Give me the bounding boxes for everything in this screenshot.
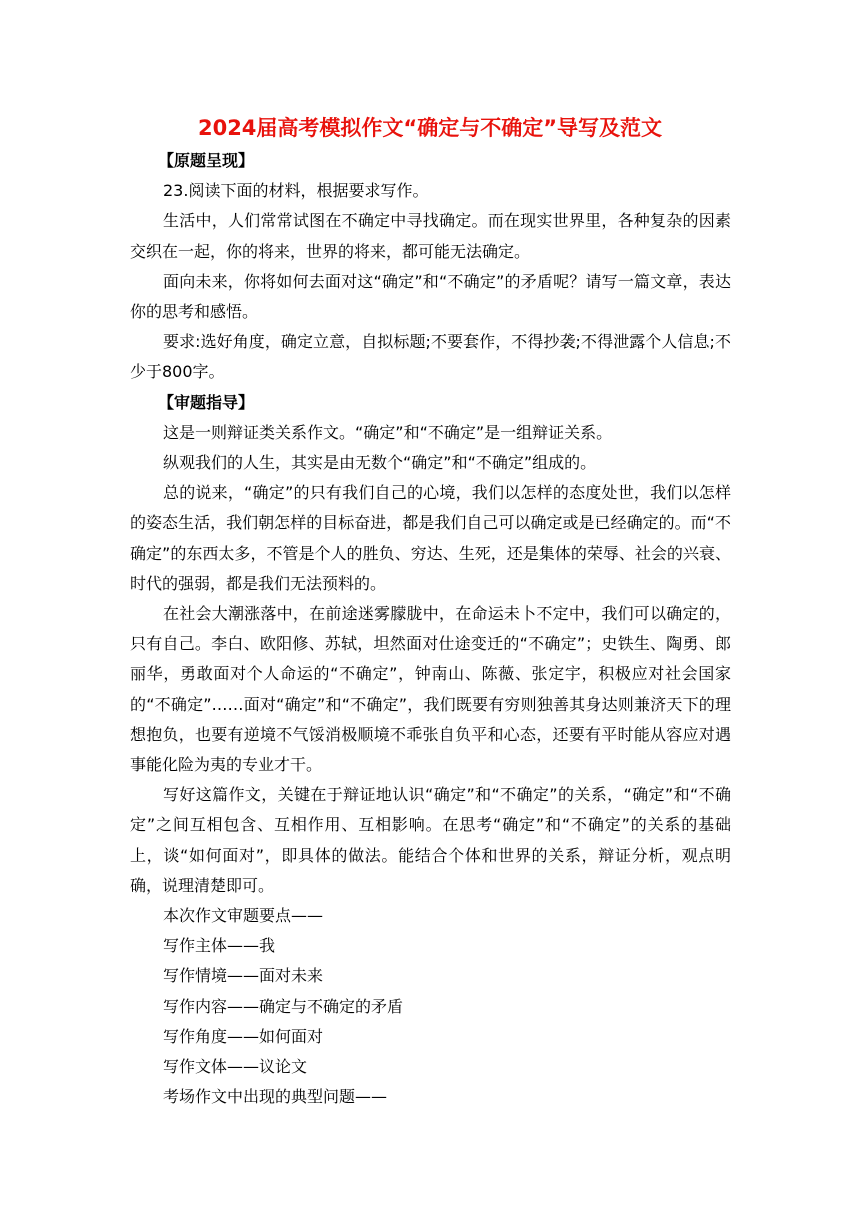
document-body (130, 146, 731, 1113)
document-title: 2024届高考模拟作文“确定与不确定”导写及范文 (197, 116, 663, 140)
body-paragraph: 纵观我们的人生，其实是由无数个“确定”和“不确定”组成的。 (163, 453, 597, 473)
body-paragraph: 这是一则辩证类关系作文。“确定”和“不确定”是一组辩证关系。 (163, 422, 613, 442)
section-heading: 【原题呈现】 (158, 151, 255, 170)
body-paragraph: 总的说来，“确定”的只有我们自己的心境，我们以怎样的态度处世，我们以怎样的姿态生活，我们朝怎样的目标奋进，都是我们自己可以确定或是已经确定的。而“不确定”的东西太多，不管是个人的胜负、穷达、生死，还是集体的荣辱、社会的兴衰、时代的强弱，都是我们无法预料的。 (130, 483, 731, 593)
body-paragraph: 面向未来，你将如何去面对这“确定”和“不确定”的矛盾呢？请写一篇文章，表达你的思考和感悟。 (130, 271, 731, 322)
body-paragraph: 考场作文中出现的典型问题—— (163, 1087, 388, 1107)
body-paragraph: 写作文体——议论文 (163, 1057, 308, 1077)
body-paragraph: 写好这篇作文，关键在于辩证地认识“确定”和“不确定”的关系，“确定”和“不确定”之间互相包含、互相作用、互相影响。在思考“确定”和“不确定”的关系的基础上，谈“如何面对”，即具体的做法。能结合个体和世界的关系，辩证分析，观点明确，说理清楚即可。 (130, 785, 731, 895)
body-paragraph: 写作内容——确定与不确定的矛盾 (163, 996, 404, 1016)
body-paragraph: 23.阅读下面的材料，根据要求写作。 (163, 181, 429, 201)
body-paragraph: 要求:选好角度，确定立意，自拟标题;不要套作，不得抄袭;不得泄露个人信息;不少于800字。 (130, 332, 731, 382)
body-paragraph: 写作角度——如何面对 (163, 1026, 324, 1046)
body-paragraph: 在社会大潮涨落中，在前途迷雾朦胧中，在命运未卜不定中，我们可以确定的，只有自己。李白、欧阳修、苏轼，坦然面对仕途变迁的“不确定”；史铁生、陶勇、郎丽华，勇敢面对个人命运的“不确定”，钟南山、陈薇、张定宇，积极应对社会国家的“不确定”……面对“确定”和“不确定”，我们既要有穷则独善其身达则兼济天下的理想抱负，也要有逆境不气馁消极顺境不乖张自负平和心态，还要有平时能从容应对遇事能化险为夷的专业才干。 (130, 604, 731, 775)
body-paragraph: 写作主体——我 (163, 936, 276, 956)
body-paragraph: 生活中，人们常常试图在不确定中寻找确定。而在现实世界里，各种复杂的因素交织在一起，你的将来，世界的将来，都可能无法确定。 (130, 211, 731, 261)
body-paragraph: 写作情境——面对未来 (163, 966, 324, 986)
section-heading: 【审题指导】 (158, 392, 255, 412)
body-paragraph: 本次作文审题要点—— (163, 906, 324, 926)
